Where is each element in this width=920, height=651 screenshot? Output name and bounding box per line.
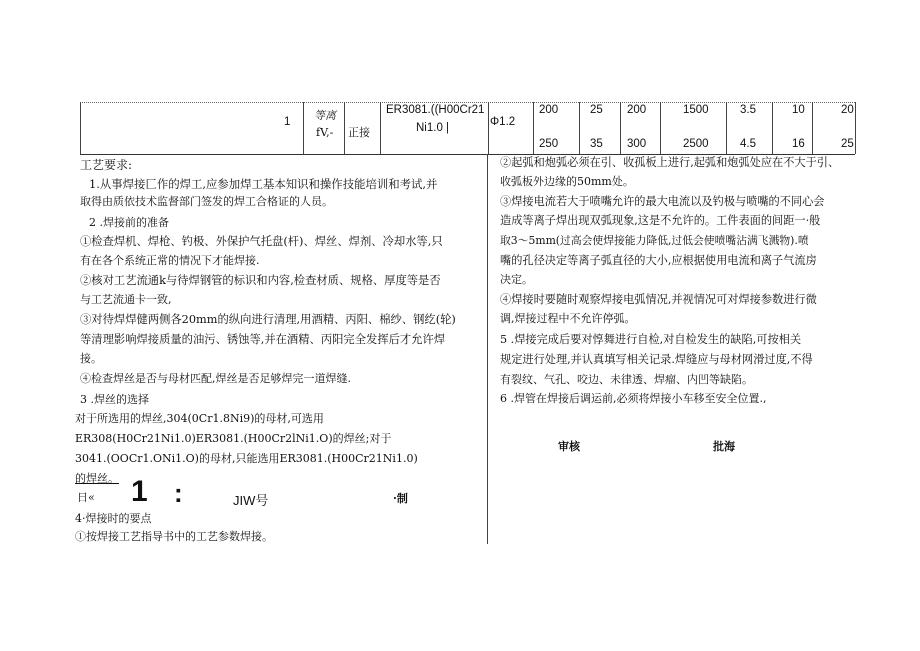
- review-label: 审核: [558, 441, 580, 453]
- table-divider: [303, 102, 304, 154]
- section-heading: 6 .焊管在焊接后调运前,必须将焊接小车移至安全位置.,: [500, 392, 767, 405]
- table-divider: [620, 102, 621, 154]
- approve-label: 批海: [713, 441, 735, 453]
- paragraph-line: 调,焊接过程中不允许停弧。: [500, 312, 636, 325]
- table-cell: 200: [627, 104, 647, 116]
- table-cell: 300: [627, 138, 647, 150]
- table-cell-diameter: Φ1.2: [490, 116, 516, 128]
- section-heading: 4·焊接时的要点: [75, 512, 152, 525]
- signature-code: JIW号: [233, 493, 269, 508]
- table-cell-process-sub: fV,-: [316, 126, 334, 139]
- paragraph-line: ②起弧和炮弧必须在引、收孤板上进行,起弧和炮弧处应在不大于引、: [500, 156, 840, 169]
- table-cell-no: 1: [284, 116, 291, 128]
- table-divider: [488, 102, 489, 154]
- signature-colon: :: [174, 478, 183, 508]
- table-cell: 35: [590, 138, 603, 150]
- paragraph-line: 与工艺流通卡一致,: [80, 293, 172, 306]
- table-divider: [855, 102, 856, 154]
- table-cell: 4.5: [740, 138, 756, 150]
- table-divider: [726, 102, 727, 154]
- section-heading: 2 .焊接前的准备: [89, 216, 169, 229]
- table-cell: 25: [841, 138, 854, 150]
- table-divider: [380, 102, 381, 154]
- paragraph-line: 取3～5mm(过高会使焊接能力降低,过低会使喷嘴沾满飞溅物).喷: [500, 234, 809, 247]
- table-cell: 3.5: [740, 104, 756, 116]
- table-divider: [344, 102, 345, 154]
- table-cell: 20: [841, 104, 854, 116]
- paragraph-line: 取得由质依技术监督部门签发的焊工合格证的人员。: [80, 195, 333, 208]
- table-divider: [533, 102, 534, 154]
- paragraph-line: ②核对工艺流通k与待焊钢管的标识和内容,检查材质、规格、厚度等是否: [80, 274, 441, 287]
- table-cell-wire-sub: Ni1.0 |: [416, 122, 450, 134]
- table-cell: 2500: [683, 138, 709, 150]
- paragraph-line: 对于所选用的焊丝,304(0Cr1.8Ni9)的母材,可选用: [75, 412, 324, 425]
- table-cell: 10: [792, 104, 805, 116]
- table-cell: 1500: [683, 104, 709, 116]
- signature-number: 1: [131, 475, 148, 508]
- paragraph-line: 3041.(OOCr1.ONi1.O)的母材,只能选用ER3081.(H00Cr21Ni1.0): [75, 452, 418, 465]
- paragraph-line: 造成等离子焊出现双弧现象,这是不允许的。工件表面的间距一·般: [500, 214, 821, 227]
- page-heading: 工艺要求:: [80, 158, 133, 172]
- paragraph-line: ③焊接电流若大于喷嘴允许的最大电流以及钓极与喷嘴的不同心会: [500, 195, 825, 208]
- table-divider: [660, 102, 661, 154]
- paragraph-line: 接。: [80, 352, 102, 365]
- table-cell-polarity: 正接: [348, 126, 370, 139]
- paragraph-line: 嘴的孔径决定等离子弧直径的大小,应根据使用电流和离子气流房: [500, 254, 817, 267]
- table-bottom-border: [80, 154, 855, 155]
- paragraph-line: 决定。: [500, 273, 533, 286]
- paragraph-line: 有在各个系统正常的情况下才能焊接.: [80, 254, 260, 267]
- section-heading: 3 .焊丝的选择: [80, 393, 149, 406]
- table-divider: [812, 102, 813, 154]
- paragraph-line: ER308(H0Cr21Ni1.0)ER3081.(H00Cr2lNi1.O)的焊丝;对于: [75, 432, 392, 445]
- table-divider: [579, 102, 580, 154]
- paragraph-line: 规定进行处理,并认真填写相关记录.焊缝应与母材网滑过度,不得: [500, 353, 813, 366]
- signature-date-label: 日«: [77, 491, 95, 504]
- table-divider: [772, 102, 773, 154]
- table-divider: [80, 102, 81, 154]
- table-cell: 250: [539, 138, 559, 150]
- paragraph-line: ①按焊接工艺指导书中的工艺参数焊接。: [75, 530, 273, 543]
- paragraph-line: 等清理影响焊接质量的油污、锈蚀等,并在酒精、丙阳完全发挥后才允许焊: [80, 333, 446, 346]
- table-cell-process: 等离: [314, 109, 336, 122]
- table-cell: 25: [590, 104, 603, 116]
- table-cell: 16: [792, 138, 805, 150]
- paragraph-line: 的焊丝。: [75, 472, 119, 485]
- column-divider: [487, 154, 488, 544]
- signature-prepared: ·制: [393, 492, 408, 505]
- table-cell-wire: ER3081.((H00Cr21: [386, 104, 485, 116]
- table-cell: 200: [539, 104, 559, 116]
- table-top-border: [80, 102, 855, 103]
- paragraph-line: 有裂纹、气孔、咬边、未律透、焊瘤、内凹等缺陷。: [500, 373, 753, 386]
- paragraph-line: ①检查焊机、焊枪、钓极、外保护气托盘(杆)、焊丝、焊剂、冷却水等,只: [80, 235, 443, 248]
- paragraph-line: ③对待焊焊健两侧各20mm的纵向进行清理,用酒精、丙阳、棉纱、钢纥(轮): [80, 313, 456, 326]
- paragraph-line: 1.从事焊接匚作的焊工,应参加焊工基本知识和操作技能培训和考试,并: [89, 177, 438, 191]
- paragraph-line: 收弧板外边缘的50mm处。: [500, 175, 634, 188]
- paragraph-line: ④检查焊丝是否与母材匹配,焊丝是否足够焊完一道焊缝.: [80, 372, 351, 385]
- paragraph-line: ④焊接时要随时观察焊接电弧情况,并视情况可对焊接参数进行微: [500, 293, 817, 306]
- section-heading: 5 .焊接完成后要对惇舞进行自检,对自检发生的缺陷,可按相关: [500, 333, 802, 346]
